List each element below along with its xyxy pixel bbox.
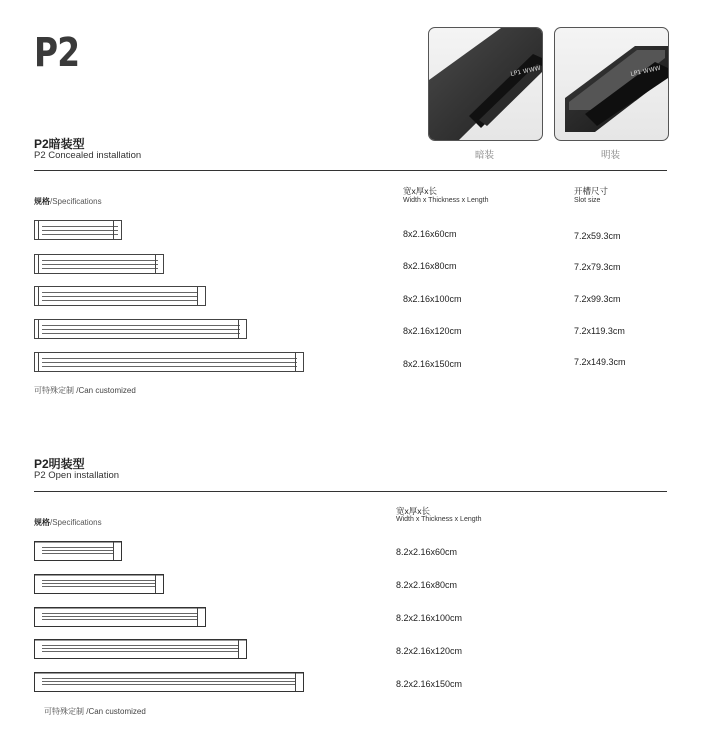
open-title-cn: P2明装型 <box>34 457 85 471</box>
open-size-60: 8.2x2.16x60cm <box>396 547 458 557</box>
fixture-diagram-60 <box>34 220 122 240</box>
concealed-size-120: 8x2.16x120cm <box>403 326 462 336</box>
concealed-size-60: 8x2.16x60cm <box>403 229 457 239</box>
concealed-title-cn: P2暗装型 <box>34 137 85 151</box>
concealed-slot-60: 7.2x59.3cm <box>574 231 621 241</box>
concealed-size-150: 8x2.16x150cm <box>403 359 462 369</box>
concealed-size-80: 8x2.16x80cm <box>403 261 457 271</box>
spec-label-cn: 规格 <box>34 197 50 206</box>
spec-label <box>34 517 102 528</box>
spec-label-cn: 规格 <box>34 518 50 527</box>
col-slot-en: Slot size <box>574 197 601 204</box>
open-title-en: P2 Open installation <box>34 470 120 481</box>
thumb-print: LP1 WWW <box>629 64 662 78</box>
concealed-size-100: 8x2.16x100cm <box>403 294 462 304</box>
fixture-diagram-150 <box>34 672 304 692</box>
spec-label <box>34 196 102 207</box>
concealed-custom-note <box>34 385 136 396</box>
concealed-product-photo <box>428 27 543 141</box>
concealed-fixture-image <box>429 28 542 140</box>
note-en: /Can customized <box>86 707 146 716</box>
open-fixture-image <box>555 28 668 140</box>
open-custom-note <box>44 706 146 717</box>
fixture-diagram-120 <box>34 639 247 659</box>
concealed-caption: 暗装 <box>474 150 494 161</box>
section-divider <box>34 491 667 492</box>
open-size-100: 8.2x2.16x100cm <box>396 613 463 623</box>
concealed-slot-150: 7.2x149.3cm <box>574 357 626 367</box>
note-en: /Can customized <box>76 386 136 395</box>
spec-label-en: /Specifications <box>50 197 102 206</box>
col-dimensions-en: Width x Thickness x Length <box>396 516 482 523</box>
open-product-photo <box>554 27 669 141</box>
note-cn: 可特殊定制 <box>44 707 84 716</box>
fixture-diagram-80 <box>34 574 164 594</box>
concealed-slot-120: 7.2x119.3cm <box>574 326 625 336</box>
concealed-slot-80: 7.2x79.3cm <box>574 262 621 272</box>
section-divider <box>34 170 667 171</box>
fixture-diagram-150 <box>34 352 304 372</box>
fixture-diagram-100 <box>34 607 206 627</box>
thumb-print: LP1 WWW <box>509 64 542 78</box>
open-size-80: 8.2x2.16x80cm <box>396 580 458 590</box>
spec-label-en: /Specifications <box>50 518 102 527</box>
concealed-slot-100: 7.2x99.3cm <box>574 294 621 304</box>
col-dimensions-en: Width x Thickness x Length <box>403 197 489 204</box>
note-cn: 可特殊定制 <box>34 386 74 395</box>
open-size-120: 8.2x2.16x120cm <box>396 646 463 656</box>
page-title: P2 <box>34 30 80 76</box>
fixture-diagram-80 <box>34 254 164 274</box>
open-size-150: 8.2x2.16x150cm <box>396 679 463 689</box>
fixture-diagram-100 <box>34 286 206 306</box>
open-caption: 明装 <box>600 150 620 161</box>
col-slot-cn: 开槽尺寸 <box>574 186 609 196</box>
col-dimensions-cn: 宽x厚x长 <box>403 186 438 196</box>
fixture-diagram-120 <box>34 319 247 339</box>
fixture-diagram-60 <box>34 541 122 561</box>
col-dimensions-cn: 宽x厚x长 <box>396 506 431 516</box>
concealed-title-en: P2 Concealed installation <box>34 150 142 161</box>
